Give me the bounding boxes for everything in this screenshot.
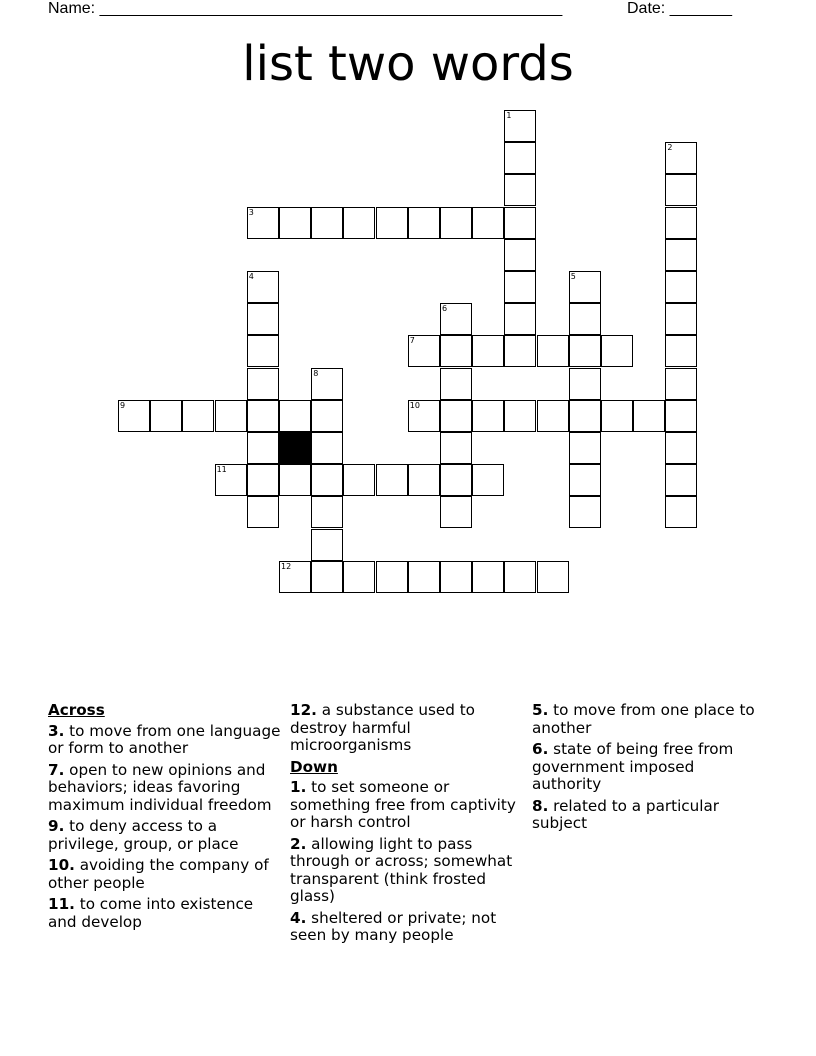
grid-cell[interactable] — [279, 464, 311, 496]
grid-cell[interactable] — [311, 400, 343, 432]
grid-cell[interactable] — [440, 335, 472, 367]
clue-across-12: 12. a substance used to destroy harmful microorganisms — [290, 701, 475, 754]
cell-number: 4 — [248, 272, 254, 281]
grid-cell[interactable] — [247, 335, 279, 367]
cell-number: 5 — [570, 272, 576, 281]
grid-cell[interactable] — [665, 239, 697, 271]
grid-cell[interactable] — [247, 464, 279, 496]
clue-across-3: 3. to move from one language or form to another — [48, 721, 281, 757]
grid-cell[interactable] — [665, 207, 697, 239]
clue-down-2: 2. allowing light to pass through or across; somewhat transparent (think frosted glass) — [290, 834, 513, 905]
grid-cell[interactable] — [247, 400, 279, 432]
puzzle-title: list two words — [242, 36, 574, 92]
cell-number: 3 — [248, 207, 254, 217]
grid-cell[interactable] — [247, 271, 279, 303]
clues-column-3 — [532, 702, 768, 837]
grid-cell[interactable] — [440, 432, 472, 464]
grid-cell[interactable] — [440, 496, 472, 528]
grid-cell[interactable] — [504, 142, 536, 174]
grid-cell[interactable] — [472, 207, 504, 239]
grid-cell[interactable] — [279, 207, 311, 239]
clue-across-7: 7. open to new opinions and behaviors; ideas favoring maximum individual freedom — [48, 760, 272, 814]
cell-number: 9 — [120, 400, 126, 410]
grid-cell[interactable] — [440, 464, 472, 496]
cell-number: 12 — [281, 561, 292, 571]
grid-cell[interactable] — [408, 207, 440, 239]
grid-cell[interactable] — [537, 561, 569, 593]
grid-cell[interactable] — [343, 464, 375, 496]
grid-cell[interactable] — [665, 496, 697, 528]
grid-cell[interactable] — [247, 207, 279, 239]
grid-cell[interactable] — [665, 464, 697, 496]
grid-cell[interactable] — [504, 561, 536, 593]
grid-cell[interactable] — [569, 496, 601, 528]
date-field-line: Date: _______ — [627, 0, 732, 17]
clues-column-1 — [48, 702, 284, 935]
grid-cell[interactable] — [504, 239, 536, 271]
grid-cell[interactable] — [504, 174, 536, 206]
grid-cell[interactable] — [440, 207, 472, 239]
clue-down-8: 8. related to a particular subject — [532, 796, 720, 832]
grid-cell[interactable] — [376, 207, 408, 239]
grid-cell[interactable] — [311, 207, 343, 239]
clues-column-2 — [290, 702, 526, 949]
grid-cell[interactable] — [247, 432, 279, 464]
cell-number: 8 — [313, 368, 319, 378]
grid-cell[interactable] — [472, 400, 504, 432]
grid-cell[interactable] — [279, 561, 311, 593]
clue-down-6: 6. state of being free from government imposed authority — [532, 740, 734, 793]
grid-cell[interactable] — [472, 464, 504, 496]
grid-cell[interactable] — [601, 400, 633, 432]
grid-cell[interactable] — [247, 303, 279, 335]
grid-cell[interactable] — [665, 303, 697, 335]
grid-cell[interactable] — [504, 207, 536, 239]
grid-cell[interactable] — [118, 400, 150, 432]
grid-cell[interactable] — [569, 368, 601, 400]
name-field-line: Name: ____________________________________________________ — [48, 0, 563, 17]
grid-cell[interactable] — [665, 400, 697, 432]
grid-cell[interactable] — [215, 464, 247, 496]
grid-cell[interactable] — [569, 271, 601, 303]
grid-cell[interactable] — [665, 174, 697, 206]
grid-cell[interactable] — [472, 561, 504, 593]
grid-cell[interactable] — [408, 400, 440, 432]
clue-down-1: 1. to set someone or something free from captivity or harsh control — [290, 778, 516, 831]
grid-cell[interactable] — [311, 432, 343, 464]
cell-number: 2 — [667, 143, 673, 153]
clue-down-4: 4. sheltered or private; not seen by many people — [290, 908, 497, 944]
clue-down-5: 5. to move from one place to another — [532, 701, 755, 737]
grid-cell[interactable] — [343, 561, 375, 593]
grid-cell[interactable] — [311, 464, 343, 496]
grid-cell[interactable] — [279, 400, 311, 432]
grid-cell[interactable] — [472, 335, 504, 367]
grid-cell[interactable] — [247, 368, 279, 400]
grid-cell[interactable] — [569, 464, 601, 496]
grid-cell[interactable] — [504, 271, 536, 303]
grid-cell[interactable] — [633, 400, 665, 432]
grid-cell[interactable] — [569, 335, 601, 367]
clue-across-9: 9. to deny access to a privilege, group, or place — [48, 817, 239, 853]
grid-cell[interactable] — [150, 400, 182, 432]
grid-cell[interactable] — [537, 400, 569, 432]
cell-number: 1 — [506, 111, 512, 120]
grid-cell[interactable] — [440, 303, 472, 335]
grid-cell[interactable] — [376, 561, 408, 593]
grid-cell[interactable] — [569, 400, 601, 432]
grid-cell[interactable] — [311, 368, 343, 400]
grid-cell[interactable] — [408, 335, 440, 367]
grid-cell[interactable] — [440, 368, 472, 400]
grid-cell[interactable] — [569, 432, 601, 464]
grid-cell[interactable] — [665, 335, 697, 367]
across-heading: Across — [48, 701, 105, 719]
grid-cell[interactable] — [440, 561, 472, 593]
grid-cell[interactable] — [504, 400, 536, 432]
grid-cell[interactable] — [311, 496, 343, 528]
cell-number: 7 — [409, 336, 415, 346]
clue-across-10: 10. avoiding the company of other people — [48, 856, 269, 892]
grid-cell[interactable] — [665, 271, 697, 303]
grid-cell[interactable] — [440, 400, 472, 432]
grid-cell[interactable] — [247, 496, 279, 528]
grid-cell[interactable] — [504, 303, 536, 335]
grid-cell[interactable] — [311, 561, 343, 593]
grid-cell[interactable] — [376, 464, 408, 496]
grid-cell[interactable] — [537, 335, 569, 367]
grid-cell[interactable] — [665, 142, 697, 174]
grid-cell[interactable] — [504, 335, 536, 367]
grid-cell[interactable] — [311, 529, 343, 561]
black-square — [279, 432, 311, 464]
cell-number: 6 — [442, 304, 448, 314]
down-heading: Down — [290, 757, 338, 776]
grid-cell[interactable] — [408, 561, 440, 593]
grid-cell[interactable] — [504, 110, 536, 142]
cell-number: 11 — [216, 465, 227, 475]
clue-across-11: 11. to come into existence and develop — [48, 895, 254, 931]
cell-number: 10 — [409, 400, 420, 410]
grid-cell[interactable] — [343, 207, 375, 239]
grid-cell[interactable] — [665, 368, 697, 400]
grid-cell[interactable] — [408, 464, 440, 496]
grid-cell[interactable] — [665, 432, 697, 464]
grid-cell[interactable] — [601, 335, 633, 367]
grid-cell[interactable] — [569, 303, 601, 335]
grid-cell[interactable] — [215, 400, 247, 432]
grid-cell[interactable] — [182, 400, 214, 432]
